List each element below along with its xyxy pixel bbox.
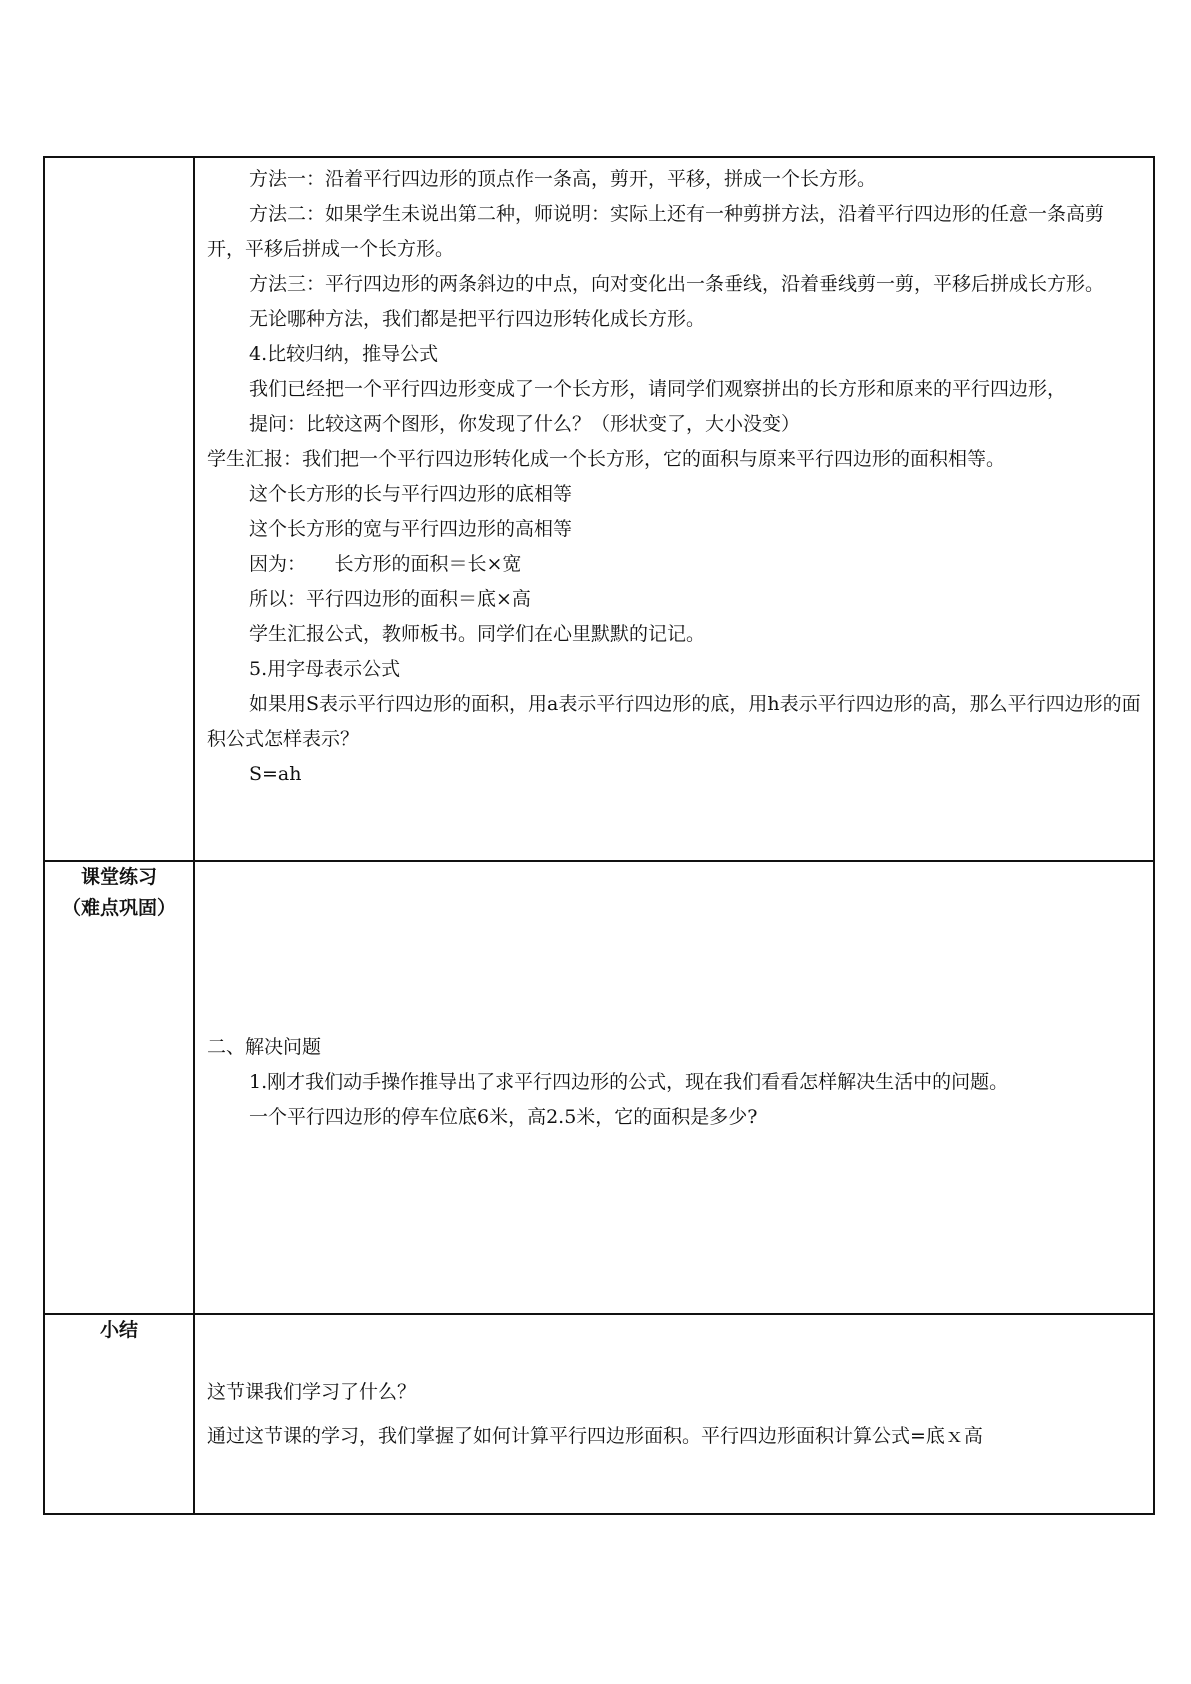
paragraph: 通过这节课的学习，我们掌握了如何计算平行四边形面积。平行四边形面积计算公式=底ｘ高: [207, 1425, 983, 1447]
paragraph: 提问：比较这两个图形，你发现了什么？（形状变了，大小没变）: [249, 413, 801, 435]
row-label-practice: [44, 861, 194, 1314]
table-row: [44, 157, 1154, 861]
paragraph: 无论哪种方法，我们都是把平行四边形转化成长方形。: [249, 308, 706, 330]
row-label-summary: 小结: [44, 1314, 194, 1514]
content-cell: [194, 861, 1154, 1314]
content-body: [195, 158, 1153, 792]
row-label-empty: [44, 157, 194, 861]
paragraph: 方法二：如果学生未说出第二种，师说明：实际上还有一种剪拼方法，沿着平行四边形的任意一条高剪开，平移后拼成一个长方形。: [207, 203, 1105, 260]
content-cell: [194, 1314, 1154, 1514]
table-row: [44, 1314, 1154, 1514]
content-body: [195, 1370, 1153, 1458]
paragraph: 这节课我们学习了什么？: [207, 1381, 417, 1403]
paragraph: 我们已经把一个平行四边形变成了一个长方形，请同学们观察拼出的长方形和原来的平行四边形，: [249, 378, 1067, 400]
content-body: [195, 1030, 1153, 1135]
paragraph: 这个长方形的长与平行四边形的底相等: [249, 483, 573, 505]
paragraph: 所以：平行四边形的面积＝底×高: [249, 588, 531, 610]
paragraph: 学生汇报公式，教师板书。同学们在心里默默的记记。: [249, 623, 706, 645]
section-heading: 4.比较归纳，推导公式: [249, 343, 439, 365]
paragraph: 因为： 长方形的面积＝长×宽: [249, 553, 522, 575]
section-heading: 二、解决问题: [207, 1036, 322, 1058]
section-heading: 5.用字母表示公式: [249, 658, 401, 680]
content-cell: [194, 157, 1154, 861]
formula: S=ah: [249, 763, 302, 785]
row-label-line: 课堂练习: [80, 866, 157, 888]
lesson-plan-table: [43, 156, 1155, 1515]
row-label-line: （难点巩固）: [61, 897, 176, 919]
paragraph: 这个长方形的宽与平行四边形的高相等: [249, 518, 573, 540]
table-row: [44, 861, 1154, 1314]
paragraph: 方法三：平行四边形的两条斜边的中点，向对变化出一条垂线，沿着垂线剪一剪，平移后拼成长方形。: [249, 273, 1105, 295]
paragraph: 一个平行四边形的停车位底6米，高2.5米，它的面积是多少?: [249, 1106, 758, 1128]
paragraph: 方法一：沿着平行四边形的顶点作一条高，剪开，平移，拼成一个长方形。: [249, 168, 877, 190]
paragraph: 如果用S表示平行四边形的面积，用a表示平行四边形的底，用h表示平行四边形的高，那么平行四边形的面积公式怎样表示？: [207, 693, 1141, 750]
paragraph: 学生汇报：我们把一个平行四边形转化成一个长方形，它的面积与原来平行四边形的面积相等。: [207, 448, 1006, 470]
paragraph: 1.刚才我们动手操作推导出了求平行四边形的公式，现在我们看看怎样解决生活中的问题。: [249, 1071, 1009, 1093]
